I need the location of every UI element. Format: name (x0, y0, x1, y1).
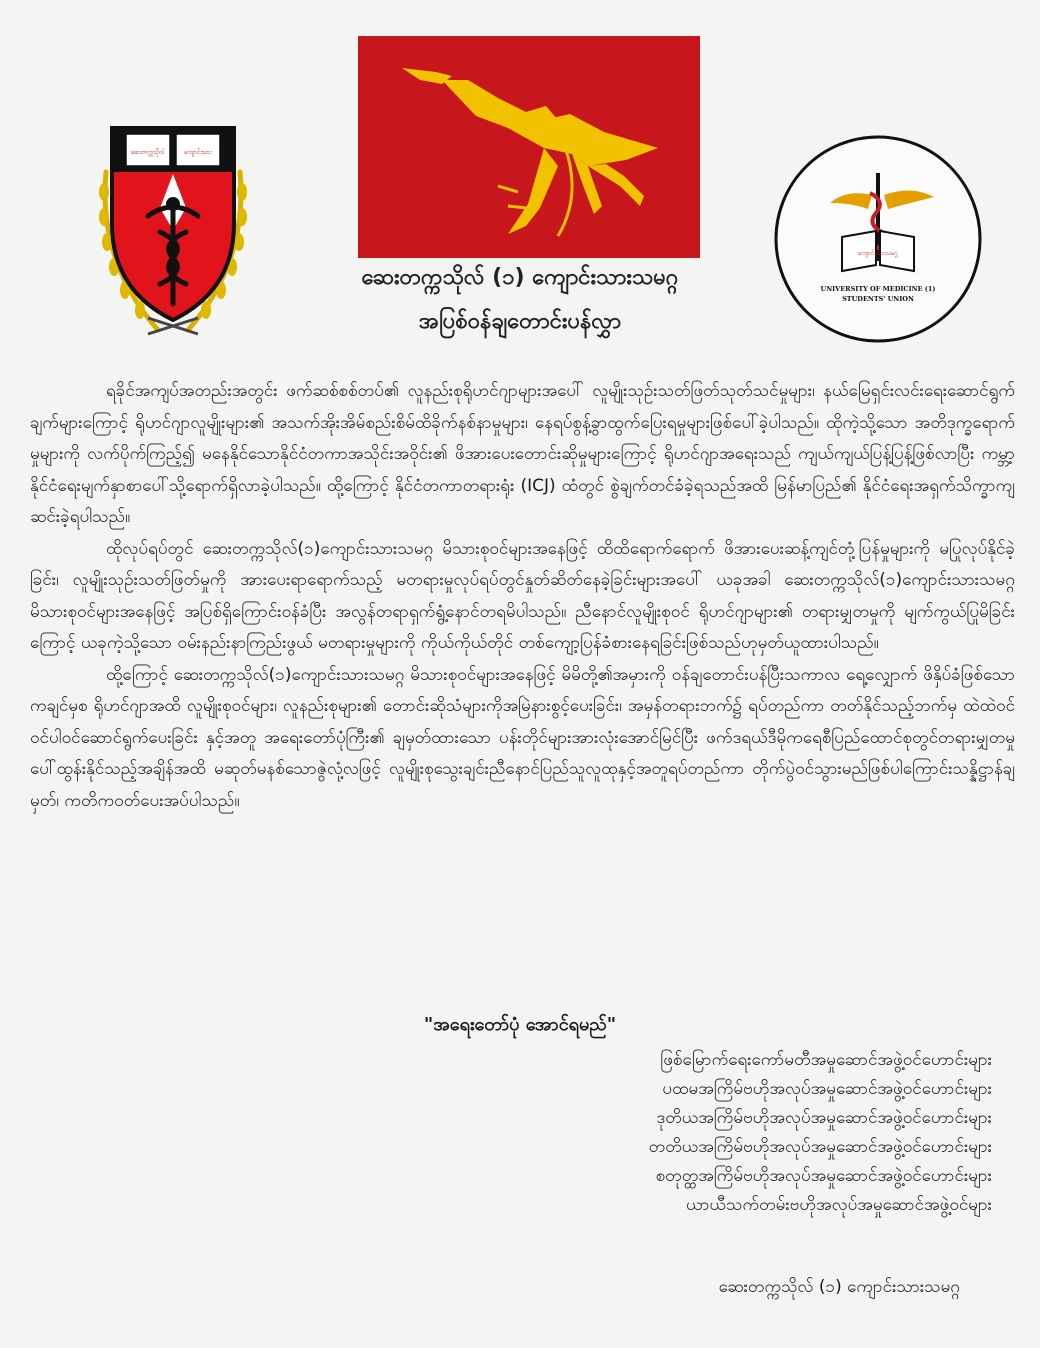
signer-line: ဒုတိယအကြိမ်ဗဟိုအလုပ်အမှုဆောင်အဖွဲ့ဝင်ဟောင်းများ (656, 1108, 992, 1128)
statement-body (30, 376, 1015, 817)
fighting-peacock-icon (358, 36, 700, 258)
document-subtitle: အပြစ်ဝန်ချတောင်းပန်လွှာ (418, 309, 622, 334)
signer-line: ပထမအကြိမ်ဗဟိုအလုပ်အမှုဆောင်အဖွဲ့ဝင်ဟောင်းများ (662, 1079, 992, 1099)
signer-line: ဖြစ်မြောက်ရေးကော်မတီအမှုဆောင်အဖွဲ့ဝင်ဟောင်းများ (660, 1050, 992, 1070)
union-flag (358, 36, 700, 258)
seal-caption-line1: UNIVERSITY OF MEDICINE (1) (820, 285, 936, 293)
document-title: ဆေးတက္ကသိုလ် (၁) ကျောင်းသားသမဂ္ဂ (361, 265, 679, 290)
signer-list (432, 1046, 992, 1220)
paragraph-3: ထို့ကြောင့် ဆေးတက္ကသိုလ်(၁)ကျောင်းသားသမဂ္ဂ မိသားစုဝင်များအနေဖြင့် မိမိတို့၏အမှားကို ဝန်ချတောင်းပန်ပြီးသကာလ ရေ့လျှောက် ဖိနှိပ်ခံဖြစ်သော ကချင်မှစ ရိုဟင်ဂျာအထိ လူမျိုးစုဝင်များ၊ လူနည်းစုများ၏ တောင်းဆိုသံများကိုအမြဲနားစွင့်ပေးခြင်း၊ အမှန်တရားဘက်၌ ရပ်တည်ကာ တတ်နိုင်သည့်ဘက်မှ ထဲထဲဝင်ဝင်ပါဝင်ဆောင်ရွက်ပေးခြင်း နှင့်အတူ အရေးတော်ပုံကြီး၏ ချမှတ်ထားသော ပန်းတိုင်များအားလုံးအောင်မြင်ပြီး ဖက်ဒရယ်ဒီမိုကရေစီပြည်ထောင်စုတွင်တရားမျှတမှုပေါ်ထွန်းနိုင်သည့်အချိန်အထိ မဆုတ်မနစ်သောဇွဲလုံ့လဖြင့် လူမျိုးစုသွေးချင်းညီနောင်ပြည်သူလူထုနှင့်အတူရပ်တည်ကာ တိုက်ပွဲဝင်သွားမည်ဖြစ်ပါကြောင်းသန္နိဋ္ဌာန်ချမှတ်၊ ကတိကဝတ်ပေးအပ်ပါသည်။ (30, 664, 1015, 811)
signer-line: တတိယအကြိမ်ဗဟိုအလုပ်အမှုဆောင်အဖွဲ့ဝင်ဟောင်းများ (648, 1137, 992, 1157)
university-shield-logo (98, 112, 248, 344)
seal-book-text: ကျောင်းသားသမဂ္ဂ (858, 250, 898, 257)
signer-line: ယာယီသက်တမ်းဗဟိုအလုပ်အမှုဆောင်အဖွဲ့ဝင်များ (686, 1195, 992, 1215)
signer-line: စတုတ္ထအကြိမ်ဗဟိုအလုပ်အမှုဆောင်အဖွဲ့ဝင်ဟောင်းများ (655, 1166, 992, 1186)
union-seal-icon (772, 133, 984, 345)
seal-caption-line2: STUDENTS' UNION (842, 295, 914, 303)
students-union-logo (772, 133, 984, 345)
book-text-left: ဆေးတက္ကသိုလ် (131, 149, 165, 156)
final-signature: ဆေးတက္ကသိုလ် (၁) ကျောင်းသားသမဂ္ဂ (718, 1277, 960, 1297)
paragraph-1: ရခိုင်အကျပ်အတည်းအတွင်း ဖက်ဆစ်စစ်တပ်၏ လူနည်းစုရိုဟင်ဂျာများအပေါ် လူမျိုးသုဉ်းသတ်ဖြတ်သုတ်သင်မှုများ၊ နယ်မြေရှင်းလင်းရေးဆောင်ရွက်ချက်များကြောင့် ရိုဟင်ဂျာလူမျိုးများ၏ အသက်အိုးအိမ်စည်းစိမ်ထိခိုက်နစ်နာမှုများ၊ နေရပ်စွန့်ခွာထွက်ပြေးရမှုများဖြစ်ပေါ်ခဲ့ပါသည်။ ထိုကဲ့သို့သော အတိဒုက္ခရောက်မှုများကို လက်ပိုက်ကြည့်၍ မနေနိုင်သောနိုင်ငံတကာအသိုင်းအဝိုင်း၏ ဖိအားပေးတောင်းဆိုမှုများကြောင့် ရိုဟင်ဂျာအရေးသည် ကျယ်ကျယ်ပြန့်ပြန့်ဖြစ်လာပြီး ကမ္ဘာ့နိုင်ငံရေးမျက်နှာစာပေါ်သို့ရောက်ရှိလာခဲ့ပါသည်။ ထို့ကြောင့် နိုင်ငံတကာတရားရုံး (ICJ) ထံတွင် စွဲချက်တင်ခံခဲ့ရသည်အထိ မြန်မာပြည်၏ နိုင်ငံရေးအရှက်သိက္ခာကျဆင်းခဲ့ရပါသည်။ (30, 381, 1015, 527)
slogan: "အရေးတော်ပုံ အောင်ရမည်" (423, 1014, 617, 1035)
paragraph-2: ထိုလုပ်ရပ်တွင် ဆေးတက္ကသိုလ်(၁)ကျောင်းသားသမဂ္ဂ မိသားစုဝင်များအနေဖြင့် ထိထိရောက်ရောက် ဖိအားပေးဆန့်ကျင်တုံ့ပြန်မှုများကို မပြုလုပ်နိုင်ခဲ့ခြင်း၊ လူမျိုးသုဉ်းသတ်ဖြတ်မှုကို အားပေးရာရောက်သည့် မတရားမှုလုပ်ရပ်တွင်နှုတ်ဆိတ်နေခဲ့ခြင်းများအပေါ် ယခုအခါ ဆေးတက္ကသိုလ်(၁)ကျောင်းသားသမဂ္ဂမိသားစုဝင်များအနေဖြင့် အပြစ်ရှိကြောင်းဝန်ခံပြီး အလွန်တရာရှက်ရွံ့နောင်တရမိပါသည်။ ညီနောင်လူမျိုးစုဝင် ရိုဟင်ဂျာများ၏ တရားမျှတမှုကို မျက်ကွယ်ပြုမိခြင်းကြောင့် ယခုကဲ့သို့သော ဝမ်းနည်းနာကြည်းဖွယ် မတရားမှုများကို ကိုယ်ကိုယ်တိုင် တစ်ကျော့ပြန်ခံစားနေရခြင်းဖြစ်သည်ဟုမှတ်ယူထားပါသည်။ (30, 538, 1015, 653)
shield-icon (98, 112, 248, 344)
book-text-right: ကျောင်းသား (184, 149, 212, 156)
